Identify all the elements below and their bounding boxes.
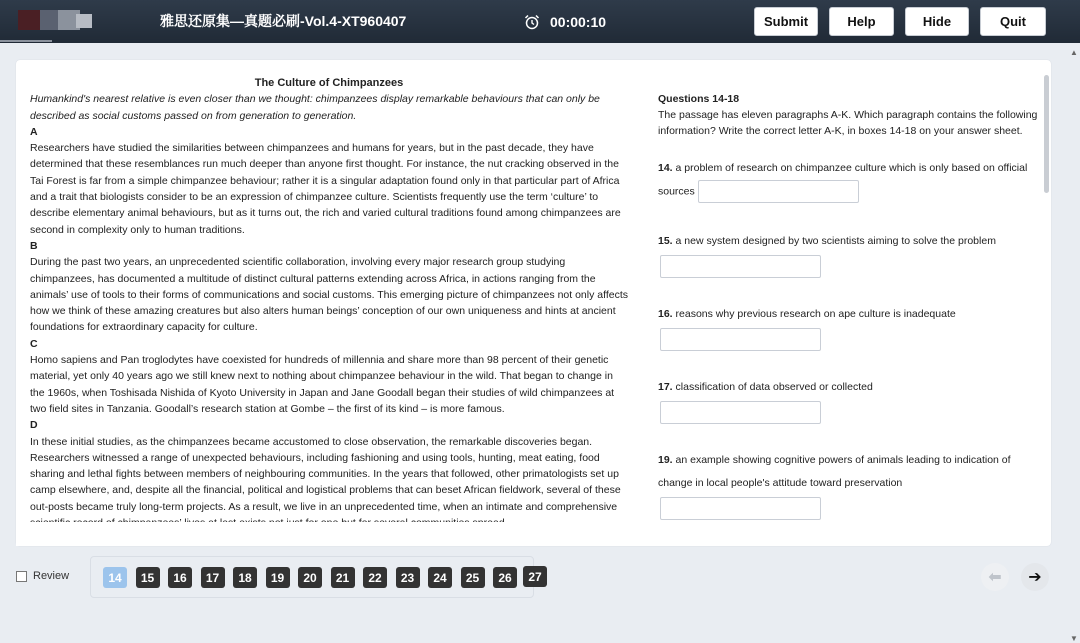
submit-button[interactable]: Submit — [754, 7, 818, 36]
passage-clip — [16, 522, 636, 546]
question-nav-24[interactable]: 24 — [428, 567, 452, 588]
timer — [524, 0, 606, 43]
question-number: 16. — [658, 308, 673, 320]
question-nav-16[interactable]: 16 — [168, 567, 192, 588]
questions-pane — [658, 91, 1043, 489]
question-text: reasons why previous research on ape culture is inadequate — [675, 308, 956, 320]
question-19 — [658, 449, 1043, 520]
question-nav-15[interactable]: 15 — [136, 567, 160, 588]
passage[interactable] — [30, 75, 628, 531]
question-text: a problem of research on chimpanzee culture which is only based on official — [675, 162, 1028, 174]
question-text: classification of data observed or collected — [675, 381, 873, 393]
page-scrollbar[interactable] — [1068, 44, 1080, 643]
question-nav-17[interactable]: 17 — [201, 567, 225, 588]
test-title: 雅思还原集—真题必刷-Vol.4-XT960407 — [160, 13, 407, 29]
logo — [18, 10, 92, 30]
question-number: 19. — [658, 454, 673, 466]
question-nav-18[interactable]: 18 — [233, 567, 257, 588]
questions-heading: Questions 14-18 — [658, 93, 740, 105]
scroll-up-icon[interactable]: ▲ — [1070, 48, 1078, 57]
paragraph-letter: B — [30, 239, 38, 252]
top-bar — [0, 0, 1080, 43]
reading-panel — [16, 60, 1051, 546]
paragraph-text: In these initial studies, as the chimpanzees became accustomed to close observation, the remarkable discoveries began. Researchers witnessed a range of unexpected behaviours, including fashioning and using tools, hunting, meat eating, food sharing and lethal fights between members of neighbouring communities. In the years that followed, other primatologists set up camp elsewhere, and, despite all the financial, political and logistical problems that can beset African fieldwork, several of these out-posts became truly long-term projects. As a result, we live in an unprecedented time, when an intimate and comprehensive — [30, 435, 621, 513]
alarm-clock-icon — [524, 14, 540, 30]
review-checkbox[interactable] — [16, 571, 27, 582]
questions-instructions: The passage has eleven paragraphs A-K. Which paragraph contains the following information? Write the correct letter A-K, in boxes 14-18 on your answer sheet. — [658, 109, 1038, 137]
timer-value: 00:00:10 — [550, 13, 607, 30]
question-17 — [658, 376, 1043, 424]
question-14 — [658, 157, 1043, 203]
scroll-down-icon[interactable]: ▼ — [1070, 634, 1078, 643]
answer-input-16[interactable] — [660, 328, 821, 351]
question-nav-14[interactable]: 14 — [103, 567, 127, 588]
paragraph-letter: D — [30, 419, 38, 432]
answer-input-15[interactable] — [660, 255, 821, 278]
quit-button[interactable]: Quit — [980, 7, 1046, 36]
question-15 — [658, 230, 1043, 278]
question-nav-26[interactable]: 26 — [493, 567, 517, 588]
question-navigator — [90, 556, 534, 598]
review-label: Review — [33, 570, 70, 582]
paragraph-letter: A — [30, 125, 38, 138]
question-nav-23[interactable]: 23 — [396, 567, 420, 588]
question-nav-21[interactable]: 21 — [331, 567, 355, 588]
paragraph-text: Researchers have studied the similarities between chimpanzees and humans for years, but in the past decade, they have determined that these resemblances run much deeper than anyone first thought. For instance, the nut cracking observed in the Tai Forest is far from a simple chimpanzee behaviour; rather it is a singular adaptation found only in that particular part of Africa and a trait that biologists consider to be an expression of chimpanzee culture. Scientists frequently use the term ‘culture’ to describe elementary animal behaviours, but as it turns out, the rich and varied cultural traditions found among chimpanzees are second in complexity only to human traditions. — [30, 142, 621, 236]
help-button[interactable]: Help — [829, 7, 894, 36]
answer-input-14[interactable] — [698, 180, 859, 203]
question-nav-25[interactable]: 25 — [461, 567, 485, 588]
paragraph-text: During the past two years, an unprecedented scientific collaboration, involving every major research group studying chimpanzees, has documented a multitude of distinct cultural patterns extending across Africa, in actions ranging from the animals’ use of tools to their forms of communications and social customs. This emerging picture of chimpanzees not only affects how we think of these amazing creatures but also alters human beings’ conception of our own uniqueness and hints at ancient foundations for extraordinary capacity for culture. — [30, 256, 629, 334]
question-nav-27[interactable]: 27 — [523, 566, 547, 587]
next-button[interactable] — [1021, 563, 1049, 591]
passage-title: The Culture of Chimpanzees — [254, 77, 404, 89]
passage-subtitle: Humankind's nearest relative is even closer than we thought: chimpanzees display remarkable behaviours that can only be described as social customs passed on from generation to generation. — [30, 93, 600, 122]
hide-button[interactable]: Hide — [905, 7, 969, 36]
logo-underline — [0, 40, 52, 42]
question-number: 15. — [658, 235, 673, 247]
question-nav-22[interactable]: 22 — [363, 567, 387, 588]
paragraph-text: Homo sapiens and Pan troglodytes have coexisted for hundreds of millennia and share more than 98 percent of their genetic material, yet only 40 years ago we still knew next to nothing about chimpanzee behaviour in the wild. That began to change in the 1960s, when Toshisada Nishida of Kyoto University in Japan and Jane Goodall began their studies of wild chimpanzees at two field sites in Tanzania. Goodall’s research station at Gombe – the first of its kind – is more famous. — [30, 354, 615, 415]
questions-scrollbar[interactable] — [1044, 75, 1049, 193]
review-toggle[interactable] — [16, 570, 69, 582]
question-16 — [658, 303, 1043, 351]
arrow-right-icon: ➔ — [1028, 569, 1042, 586]
answer-input-17[interactable] — [660, 401, 821, 424]
question-number: 17. — [658, 381, 673, 393]
question-text: a new system designed by two scientists aiming to solve the problem — [675, 235, 996, 247]
question-text-cont: sources — [658, 185, 695, 198]
question-nav-20[interactable]: 20 — [298, 567, 322, 588]
answer-input-19[interactable] — [660, 497, 821, 520]
paragraph-letter: C — [30, 337, 38, 350]
question-text-cont: change in local people's attitude toward preservation — [658, 477, 903, 489]
previous-button[interactable] — [981, 563, 1009, 591]
question-text: an example showing cognitive powers of animals leading to indication of — [675, 454, 1011, 466]
question-nav-19[interactable]: 19 — [266, 567, 290, 588]
question-number: 14. — [658, 162, 673, 174]
arrow-left-icon: ⬅ — [988, 569, 1002, 586]
